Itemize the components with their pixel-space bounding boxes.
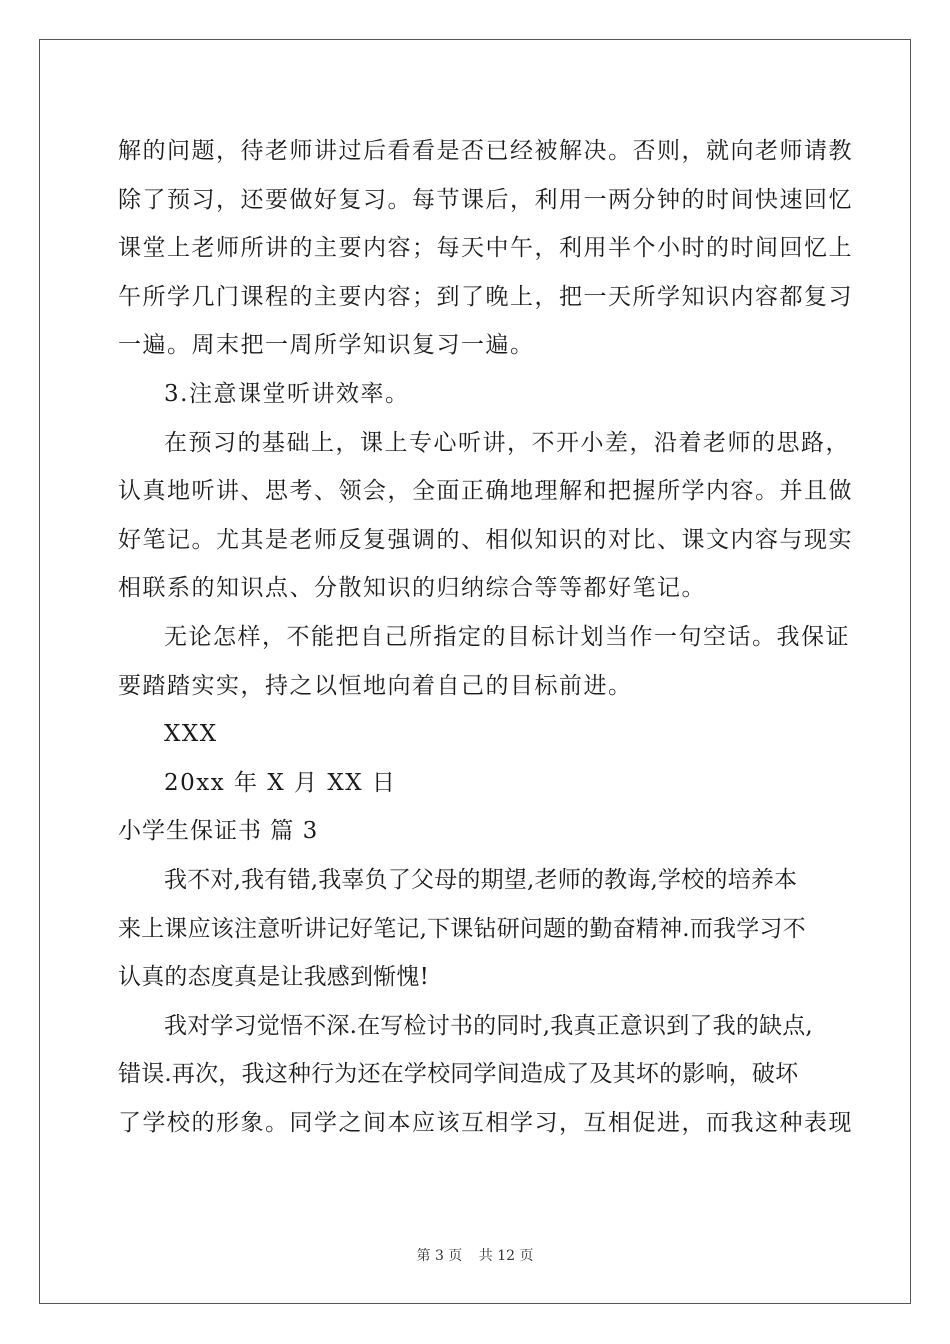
document-body	[118, 127, 853, 1147]
page-footer	[0, 1245, 950, 1265]
text-line: 除了预习，还要做好复习。每节课后，利用一两分钟的时间快速回忆	[118, 186, 853, 213]
text-line: XXX	[164, 721, 218, 748]
text-line: 错误.再次，我这种行为还在学校同学间造成了及其坏的影响，破坏	[118, 1061, 799, 1088]
text-line: 来上课应该注意听讲记好笔记,下课钻研问题的勤奋精神.而我学习不	[118, 915, 806, 942]
text-line: 在预习的基础上，课上专心听讲，不开小差，沿着老师的思路，	[164, 429, 850, 456]
text-line: 20xx 年 X 月 XX 日	[164, 769, 397, 796]
text-line: 相联系的知识点、分散知识的归纳综合等等都好笔记。	[118, 575, 706, 602]
text-line: 认真的态度真是让我感到惭愧!	[118, 964, 430, 991]
text-line: 课堂上老师所讲的主要内容；每天中午，利用半个小时的时间回忆上	[118, 235, 853, 262]
text-line: 3.注意课堂听讲效率。	[164, 380, 410, 407]
text-line: 我不对,我有错,我辜负了父母的期望,老师的教诲,学校的培养本	[164, 866, 798, 893]
page-total: 共 12 页	[478, 1248, 534, 1264]
text-line: 午所学几门课程的主要内容；到了晚上，把一天所学知识内容都复习	[118, 283, 853, 310]
text-line: 了学校的形象。同学之间本应该互相学习，互相促进，而我这种表现	[118, 1109, 853, 1136]
section-heading: 小学生保证书 篇 3	[118, 818, 319, 845]
page-number: 第 3 页	[416, 1248, 463, 1264]
text-line: 解的问题，待老师讲过后看看是否已经被解决。否则，就向老师请教	[118, 138, 853, 164]
text-line: 好笔记。尤其是老师反复强调的、相似知识的对比、课文内容与现实	[118, 526, 853, 553]
text-line: 要踏踏实实，持之以恒地向着自己的目标前进。	[118, 672, 633, 699]
text-line: 无论怎样，不能把自己所指定的目标计划当作一句空话。我保证	[164, 623, 850, 650]
text-line: 我对学习觉悟不深.在写检讨书的同时,我真正意识到了我的缺点,	[164, 1012, 813, 1039]
text-line: 一遍。周末把一周所学知识复习一遍。	[118, 332, 535, 359]
text-line: 认真地听讲、思考、领会，全面正确地理解和把握所学内容。并且做	[118, 478, 853, 505]
